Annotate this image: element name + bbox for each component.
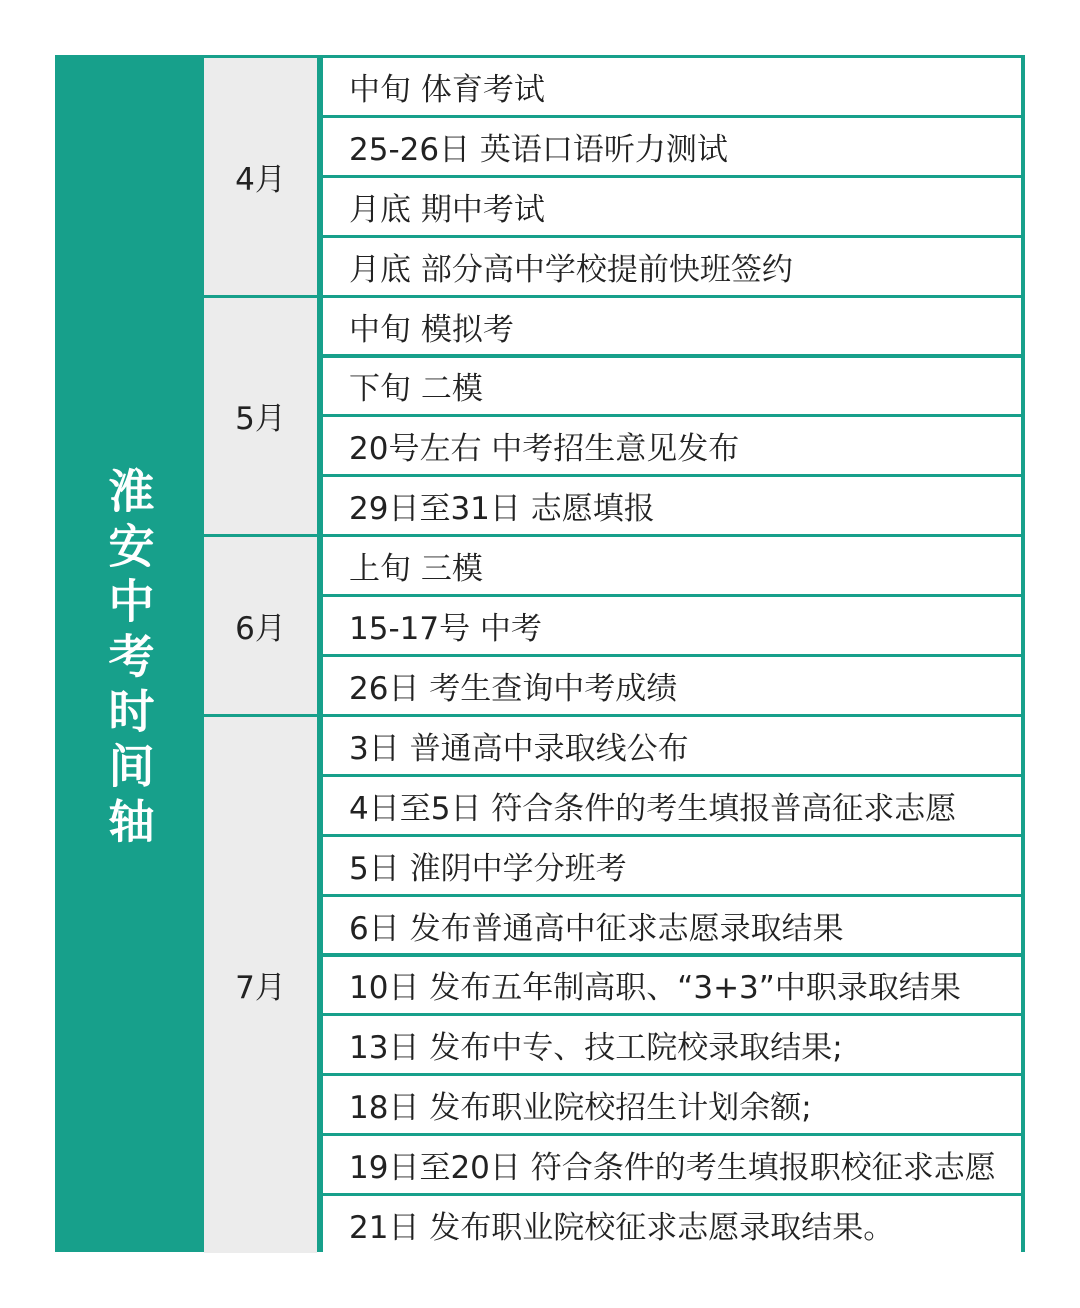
event-row: 中旬 模拟考 [323, 298, 1021, 355]
month-label: 5月 [204, 298, 317, 535]
timeline-title: 淮安中考时间轴 [101, 467, 156, 852]
month-label: 4月 [204, 58, 317, 295]
title-column [55, 55, 202, 1252]
event-row: 月底 期中考试 [323, 178, 1021, 235]
event-row: 下旬 二模 [323, 358, 1021, 415]
event-row: 18日 发布职业院校招生计划余额; [323, 1076, 1021, 1133]
event-row: 29日至31日 志愿填报 [323, 477, 1021, 534]
event-row: 13日 发布中专、技工院校录取结果; [323, 1016, 1021, 1073]
event-row: 4日至5日 符合条件的考生填报普高征求志愿 [323, 777, 1021, 834]
event-row: 19日至20日 符合条件的考生填报职校征求志愿 [323, 1136, 1021, 1193]
event-row: 10日 发布五年制高职、“3+3”中职录取结果 [323, 957, 1021, 1014]
event-row: 25-26日 英语口语听力测试 [323, 118, 1021, 175]
event-row: 20号左右 中考招生意见发布 [323, 417, 1021, 474]
event-row: 6日 发布普通高中征求志愿录取结果 [323, 897, 1021, 954]
event-row: 26日 考生查询中考成绩 [323, 657, 1021, 714]
event-row: 15-17号 中考 [323, 597, 1021, 654]
event-row: 中旬 体育考试 [323, 58, 1021, 115]
event-row: 上旬 三模 [323, 537, 1021, 594]
event-row: 21日 发布职业院校征求志愿录取结果。 [323, 1196, 1021, 1253]
month-label: 7月 [204, 717, 317, 1253]
event-row: 5日 淮阴中学分班考 [323, 837, 1021, 894]
event-row: 3日 普通高中录取线公布 [323, 717, 1021, 774]
event-row: 月底 部分高中学校提前快班签约 [323, 238, 1021, 295]
timeline-table [55, 55, 1025, 1252]
month-label: 6月 [204, 537, 317, 714]
